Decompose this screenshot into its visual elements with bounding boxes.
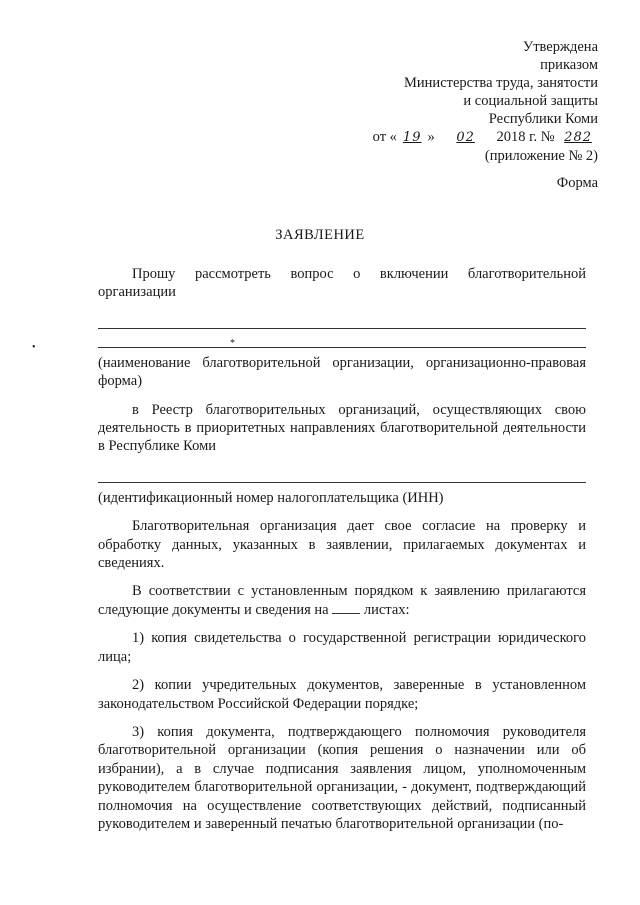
paragraph-registry: в Реестр благотворительных организаций, осуществляющих свою деятельность в приоритетных направлениях благотворительной деятельности в Республике Коми <box>98 401 586 455</box>
date-month: 02 <box>456 130 475 145</box>
document-title: ЗАЯВЛЕНИЕ <box>275 227 365 243</box>
paragraph-consent: Благотворительная организация дает свое согласие на проверку и обработку данных, указанных в заявлении, прилагаемых документах и сведениях. <box>98 518 586 572</box>
blank-line-inn <box>98 466 586 483</box>
attachments-text: В соответствии с установленным порядком к заявлению прилагаются следующие документы и сведения на <box>98 583 586 618</box>
hint-org-name: (наименование благотворительной организации, организационно-правовая форма) <box>98 354 586 390</box>
blank-line-org-name-2 <box>98 331 586 348</box>
attachments-sheets: листах: <box>363 601 410 618</box>
approval-line-1: Утверждена <box>522 39 598 55</box>
document-body <box>98 265 586 843</box>
list-item-3: 3) копия документа, подтверждающего полномочия руководителя благотворительной организации (копия решения о назначении или об избрании), а в случае подписания заявления лицом, уполномоченным руководителем благотворительной организации, - документ, подтверждающий полномочия на осуществление соответствующих действий, подписанный руководителем и заверенный печатью благотворительной организации (по- <box>98 723 586 832</box>
date-prefix: от « <box>372 129 397 145</box>
order-number: 282 <box>564 130 592 145</box>
blank-line-org-name-1 <box>98 312 586 329</box>
form-label: Форма <box>556 175 598 191</box>
approval-date-line <box>373 128 598 147</box>
scan-speck: • <box>32 342 36 353</box>
approval-line-4: и социальной защиты <box>463 93 598 109</box>
approval-line-3: Министерства труда, занятости <box>404 75 598 91</box>
approval-appendix: (приложение № 2) <box>484 148 598 164</box>
scan-mark: * <box>230 337 235 349</box>
approval-line-2: приказом <box>540 57 598 73</box>
date-mid: » <box>427 129 435 145</box>
approval-block <box>373 38 598 165</box>
approval-line-5: Республики Коми <box>488 111 598 127</box>
date-year: 2018 г. № <box>496 129 555 145</box>
sheets-count-blank <box>332 601 360 614</box>
list-item-2: 2) копии учредительных документов, заверенные в установленном законодательством Российской Федерации порядке; <box>98 677 586 712</box>
hint-inn: (идентификационный номер налогоплательщика (ИНН) <box>98 489 444 506</box>
list-item-1: 1) копия свидетельства о государственной регистрации юридического лица; <box>98 630 586 665</box>
paragraph-request: Прошу рассмотреть вопрос о включении благотворительной организации <box>98 266 586 301</box>
date-day: 19 <box>402 130 422 145</box>
paragraph-attachments <box>98 582 586 619</box>
